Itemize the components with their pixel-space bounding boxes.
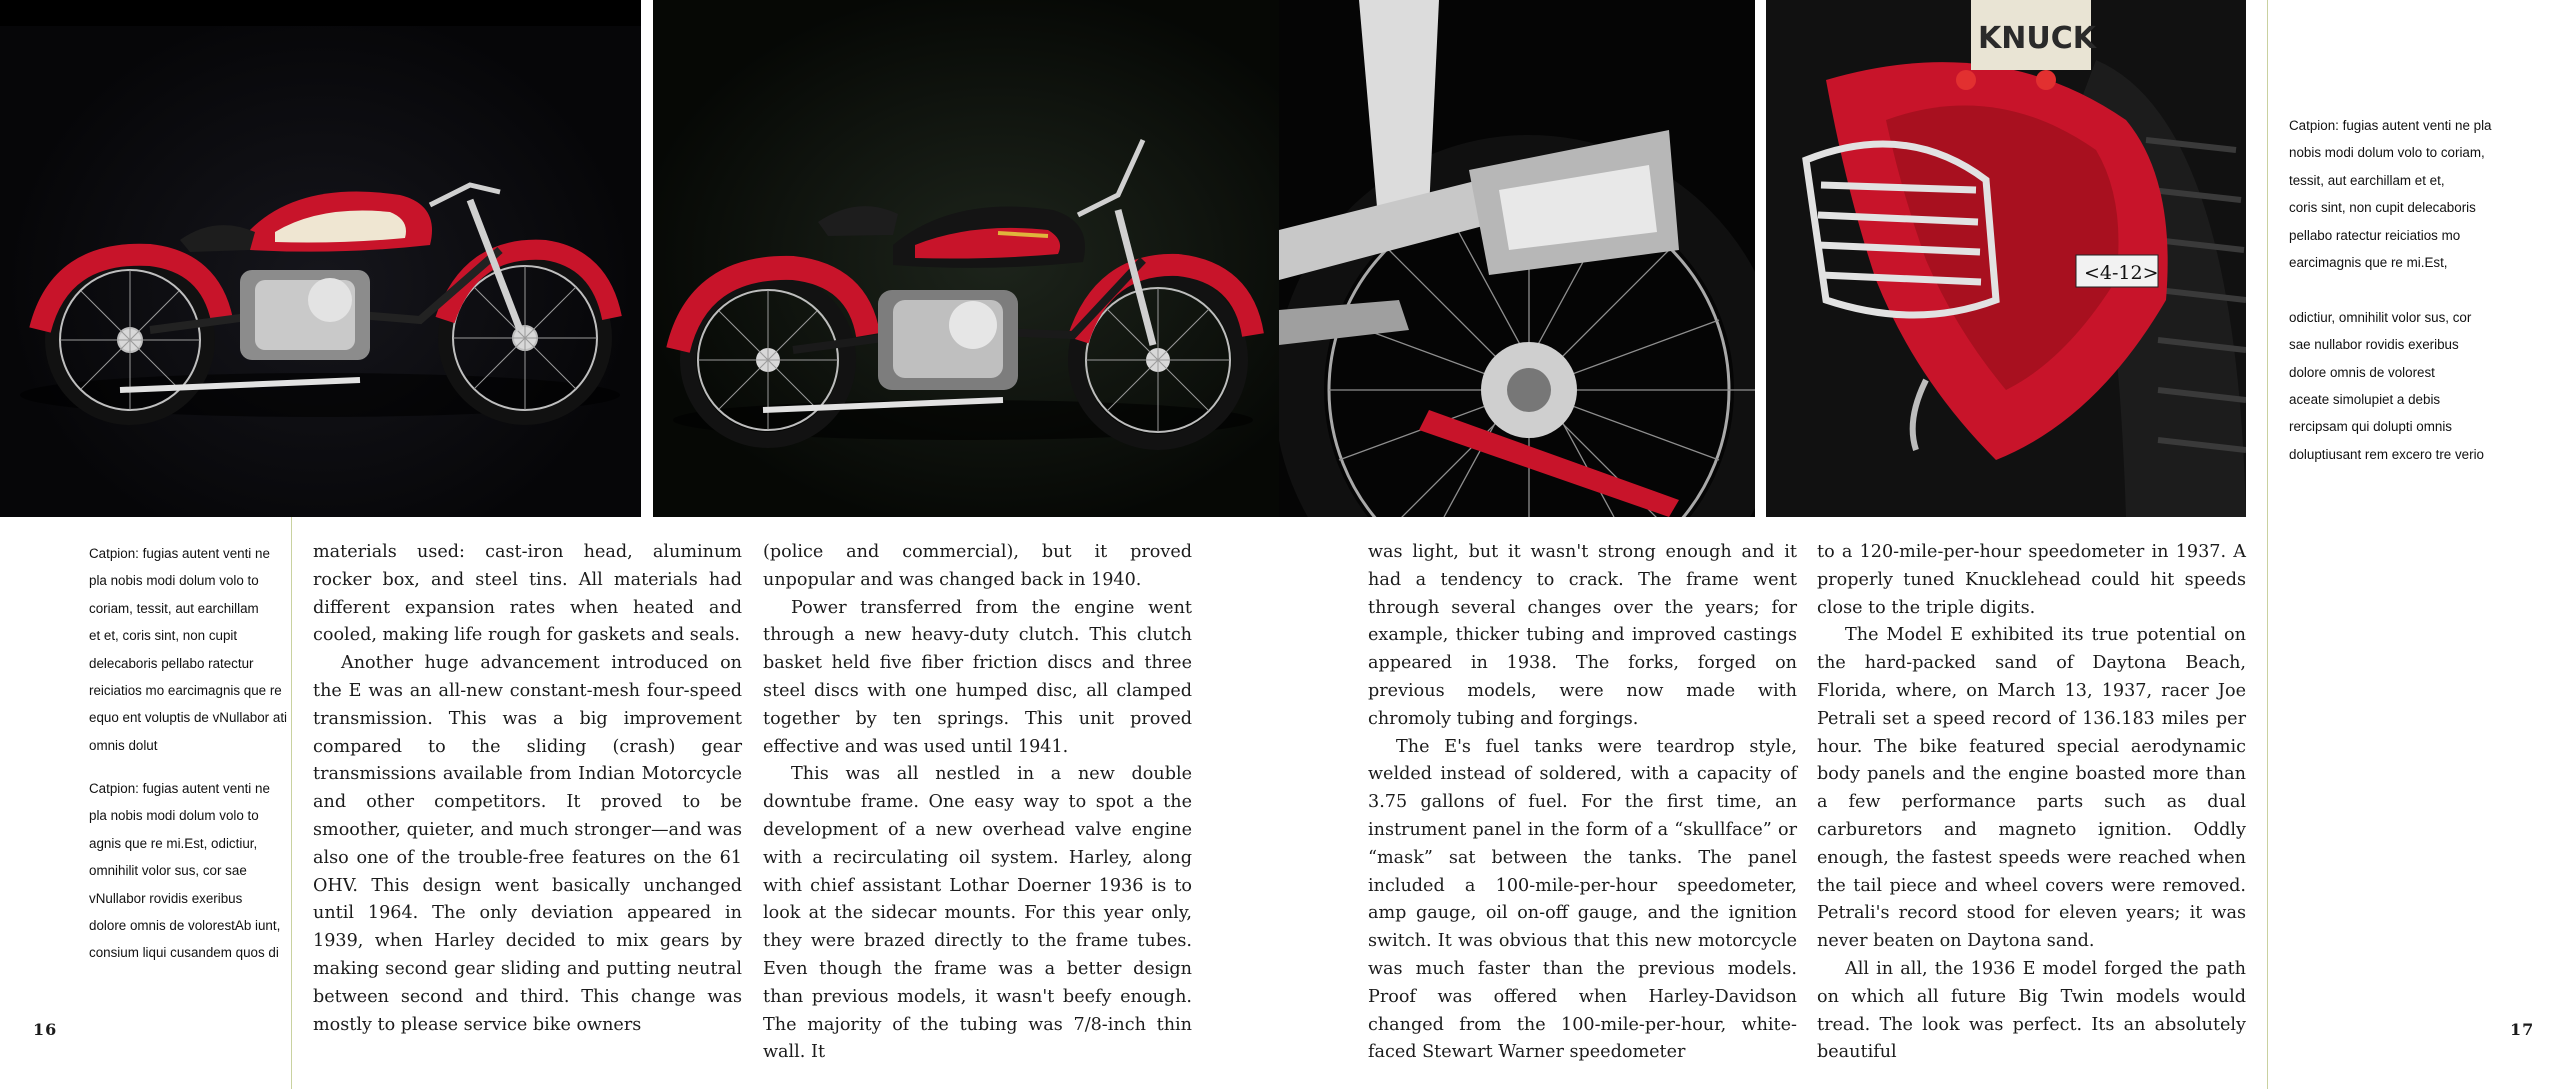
caption-left-1: Catpion: fugias autent venti ne pla nobis modi dolum volo to coriam, tessit, aut earchillam et et, coris sint, non cupit delecaboris pellabo ratectur reiciatios mo earcimagnis que re equo ent voluptis de vNullabor ati omnis dolut	[89, 546, 288, 753]
paragraph: to a 120-mile-per-hour speedometer in 1937. A properly tuned Knucklehead could hit speeds close to the triple digits.	[1817, 542, 2246, 618]
body-column-4	[1817, 539, 2246, 1067]
paragraph: materials used: cast-iron head, aluminum rocker box, and steel tins. All materials had different expansion rates when heated and cooled, making life rough for gaskets and seals.	[313, 542, 742, 646]
paragraph: This was all nestled in a new double downtube frame. One easy way to spot a the development of a new overhead valve engine with a recirculating oil system. Harley, along with chief assistant Lothar Doerner 1936 is to look at the sidecar mounts. For this year only, they were brazed directly to the frame tubes. Even though the frame was a better design than previous models, it wasn't beefy enough. The majority of the tubing was 7/8-inch thin wall. It	[763, 764, 1192, 1063]
left-column-rule	[291, 517, 292, 1089]
paragraph: All in all, the 1936 E model forged the path on which all future Big Twin models would tread. The look was perfect. Its an absolutely beautiful	[1817, 958, 2246, 1063]
body-column-3	[1368, 539, 1797, 1067]
paragraph: Power transferred from the engine went through a new heavy-duty clutch. This clutch basket held five fiber friction discs and three steel discs with one humped disc, all clamped together by ten springs. This unit proved effective and was used until 1941.	[763, 597, 1192, 757]
frame-wheel-illustration	[1279, 0, 1755, 517]
photo-red-black-motorcycle	[653, 0, 1279, 517]
body-column-1	[313, 539, 742, 1039]
paragraph: The E's fuel tanks were teardrop style, welded instead of soldered, with a capacity of 3.75 gallons of fuel. For the first time, an instrument panel in the form of a “skullface” or “mask” sat between the tanks. The panel included a 100-mile-per-hour speedometer, amp gauge, oil on-off gauge, and the ignition switch. It was obvious that this new motorcycle was much faster than the previous models. Proof was offered when Harley-Davidson changed from the 100-mile-per-hour, white-faced Stewart Warner speedometer	[1368, 736, 1797, 1063]
paragraph: Another huge advancement introduced on the E was an all-new constant-mesh four-speed transmission. This was a big improvement compared to the sliding (crash) gear transmissions available from Indian Motorcycle and other competitors. It proved to be smoother, quieter, and much stronger—and was also one of the trouble-free features on the 61 OHV. This design went basically unchanged until 1964. The only deviation appeared in 1939, when Harley decided to mix gears by making second gear sliding and putting neutral between second and third. This change was mostly to please service bike owners	[313, 653, 742, 1035]
paragraph: (police and commercial), but it proved unpopular and was changed back in 1940.	[763, 542, 1192, 590]
caption-right: Catpion: fugias autent venti ne pla nobis modi dolum volo to coriam, tessit, aut earchillam et et, coris sint, non cupit delecaboris pellabo ratectur reiciatios mo earcimagnis que re mi.Est, odictiur, omnihilit volor sus, cor sae nullabor rovidis exeribus dolore omnis de volorest aceate simolupiet a debis rercipsam qui dolupti omnis doluptiusant rem excero tre verio	[2289, 118, 2492, 462]
page-number-right: 17	[2510, 1020, 2535, 1039]
paragraph: was light, but it wasn't strong enough and it had a tendency to crack. The frame went through several changes over the years; for example, thicker tubing and improved castings appeared in 1938. The forks, forged on previous models, were now made with chromoly tubing and forgings.	[1368, 542, 1797, 729]
motorcycle-illustration-1	[0, 0, 641, 517]
photo-red-white-motorcycle	[0, 0, 641, 517]
page-number-left: 16	[33, 1020, 58, 1039]
paragraph: The Model E exhibited its true potential on the hard-packed sand of Daytona Beach, Florida, where, on March 13, 1937, racer Joe Petrali set a speed record of 136.183 miles per hour. The bike featured special aerodynamic body panels and the engine boasted more than a few performance parts such as dual carburetors and magneto ignition. Oddly enough, the fastest speeds were reached when the tail piece and wheel covers were removed. Petrali's record stood for eleven years; it was never beaten on Daytona sand.	[1817, 625, 2246, 952]
fender-tag-text: <4-12>	[2084, 262, 2159, 284]
photo-rear-fender-detail	[1766, 0, 2246, 517]
caption-left-2: Catpion: fugias autent venti ne pla nobis modi dolum volo to agnis que re mi.Est, odictiur, omnihilit volor sus, cor sae vNullabor rovidis exeribus dolore omnis de volorestAb iunt, consium liqui cusandem quos di	[89, 781, 281, 961]
rear-fender-illustration	[1766, 0, 2246, 517]
right-column-rule	[2267, 0, 2268, 1089]
body-column-2	[763, 539, 1192, 1067]
license-plate-text: KNUCK	[1978, 21, 2096, 56]
motorcycle-illustration-2	[653, 0, 1279, 517]
photo-frame-wheel-detail	[1279, 0, 1755, 517]
